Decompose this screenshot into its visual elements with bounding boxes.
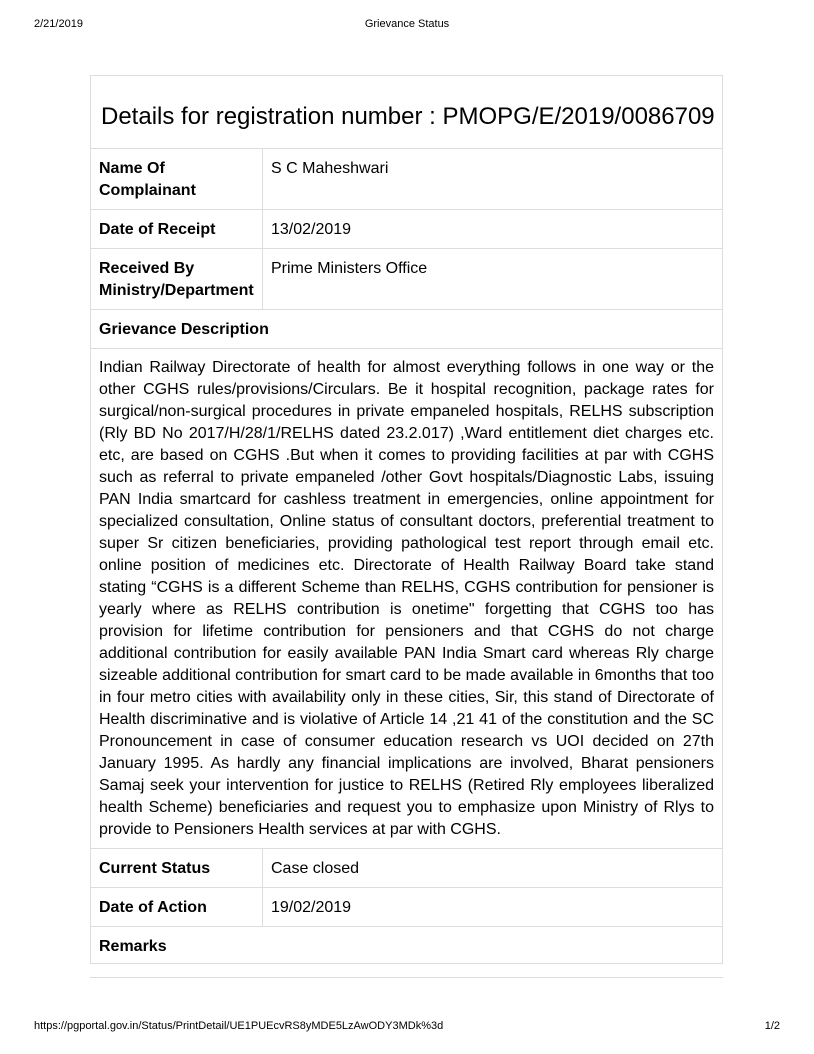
print-page-number: 1/2: [764, 1020, 780, 1032]
print-header: [0, 18, 814, 34]
complainant-name-label: Name Of Complainant: [91, 149, 263, 209]
remarks-label: Remarks: [99, 938, 167, 955]
bottom-divider: [90, 977, 723, 978]
date-of-receipt-label: Date of Receipt: [91, 210, 263, 248]
date-of-action-label: Date of Action: [91, 888, 263, 926]
row-complainant-name: [91, 149, 722, 210]
title-row: [91, 76, 722, 149]
date-of-action-value: 19/02/2019: [271, 899, 352, 916]
print-footer: [0, 1020, 814, 1036]
received-by-value: Prime Ministers Office: [271, 260, 428, 277]
current-status-value: Case closed: [271, 860, 360, 877]
print-title: Grievance Status: [364, 18, 450, 30]
print-url: https://pgportal.gov.in/Status/PrintDetail/UE1PUEcvRS8yMDE5LzAwODY3MDk%3d: [34, 1020, 444, 1032]
row-date-of-action: [91, 888, 722, 927]
row-current-status: [91, 849, 722, 888]
grievance-description-label: Grievance Description: [99, 321, 269, 338]
row-date-of-receipt: [91, 210, 722, 249]
complainant-name-value: S C Maheshwari: [271, 160, 389, 177]
grievance-details-table: [90, 75, 723, 964]
row-description-heading: [91, 310, 722, 349]
row-remarks: [91, 927, 722, 963]
current-status-label: Current Status: [91, 849, 263, 887]
row-received-by: [91, 249, 722, 310]
grievance-description-text: Indian Railway Directorate of health for almost everything follows in one way or the other CGHS rules/provisions/Circulars. Be it hospital recognition, package rates for surgical/non-surgical procedures in private empaneled hospitals, RELHS subscription (Rly BD No 2017/H/28/1/RELHS dated 23.2.017) ,Ward entitlement diet charges etc. etc, are based on CGHS .But when it comes to providing facilities at par with CGHS such as referral to private empaneled /other Govt hospitals/Diagnostic Labs, issuing PAN India smartcard for cashless treatment in emergencies, online appointment for specialized consultation, Online status of consultant doctors, preferential treatment to super Sr citizen beneficiaries, providing pathological test report through email etc. online position of medicines etc. Directorate of Health Railway Board take stand stating “CGHS is a different Scheme than RELHS, CGHS contribution for pensioner is yearly where as RELHS contribution is onetime" forgetting that CGHS too has provision for lifetime contribution for pensioners and that CGHS do not charge additional contribution for easily available PAN India Smart card whereas Rly charge sizeable additional contribution for smart card to be made available in 6months that too in four metro cities with availability only in these cities, Sir, this stand of Directorate of Health discriminative and is violative of Article 14 ,21 41 of the constitution and the SC Pronouncement in case of consumer education research vs UOI decided on 27th January 1995. As hardly any financial implications are involved, Bharat pensioners Samaj seek your intervention for justice to RELHS (Retired Rly employees liberalized health Scheme) beneficiaries and request you to emphasize upon Ministry of Rlys to provide to Pensioners Health services at par with CGHS.: [99, 359, 714, 838]
registration-title: Details for registration number : PMOPG/E/2019/0086709: [101, 103, 715, 130]
date-of-receipt-value: 13/02/2019: [271, 221, 352, 238]
row-description-body: [91, 349, 722, 849]
received-by-label: Received By Ministry/Department: [91, 249, 263, 309]
print-date: 2/21/2019: [34, 18, 83, 30]
